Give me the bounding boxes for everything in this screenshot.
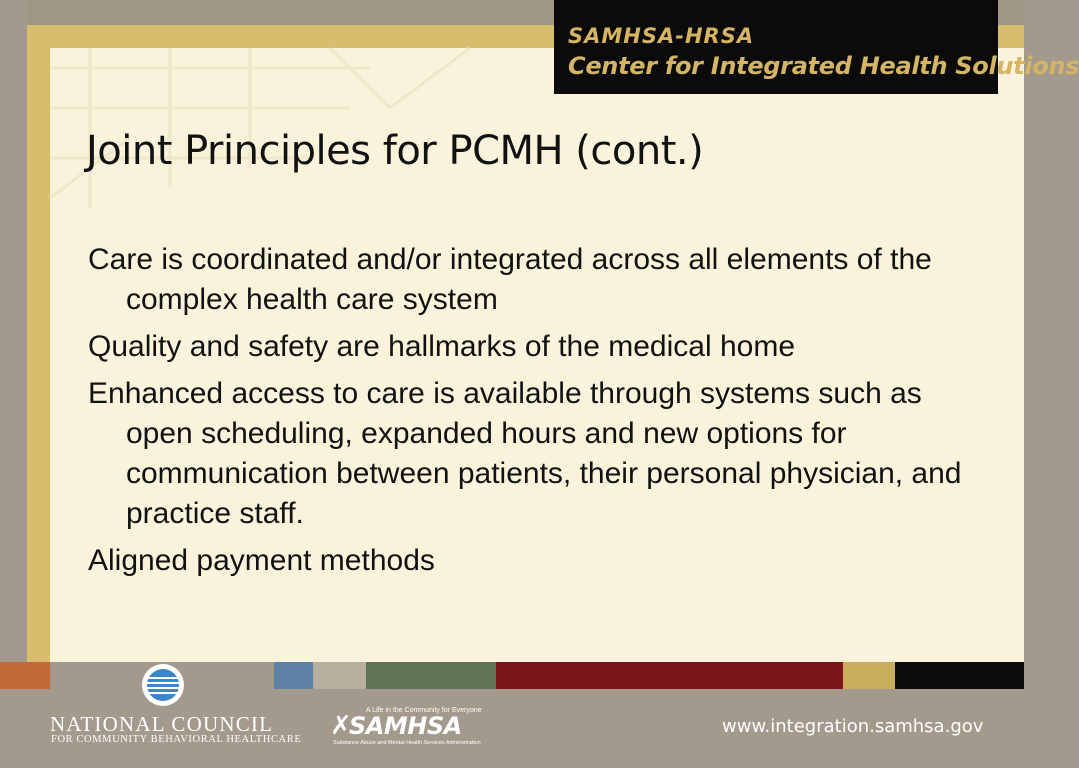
bullet-list — [88, 240, 988, 588]
header-line-1: SAMHSA-HRSA — [568, 24, 755, 48]
samhsa-subtitle: Substance Abuse and Mental Health Services Administration — [333, 740, 481, 746]
stripe-blue — [274, 662, 313, 689]
bullet-item: Care is coordinated and/or integrated across all elements of the complex health care system — [88, 243, 932, 316]
stripe-orange — [0, 662, 50, 689]
stripe-gold — [843, 662, 895, 689]
national-council-subtitle: FOR COMMUNITY BEHAVIORAL HEALTHCARE — [51, 734, 302, 745]
header-line-2: Center for Integrated Health Solutions — [568, 52, 1079, 80]
bullet-item: Enhanced access to care is available through systems such as open scheduling, expanded hours and new options for communication between patients, their personal physician, and practice staff. — [88, 377, 962, 530]
bullet-item: Aligned payment methods — [88, 544, 435, 577]
samhsa-figure-icon: ✗ — [330, 711, 352, 741]
samhsa-tagline: A Life in the Community for Everyone — [366, 707, 482, 714]
frame-left — [0, 0, 27, 662]
slide-title: Joint Principles for PCMH (cont.) — [86, 128, 704, 174]
national-council-name: NATIONAL COUNCIL — [50, 712, 274, 736]
national-council-logo-icon — [142, 664, 184, 706]
samhsa-logo-text: SAMHSA — [349, 712, 462, 740]
stripe-tan — [313, 662, 366, 689]
header-banner — [554, 0, 1079, 94]
stripe-black — [895, 662, 1024, 689]
stripe-red — [496, 662, 843, 689]
stripe-green — [366, 662, 496, 689]
footer-url: www.integration.samhsa.gov — [722, 716, 984, 737]
bullet-item: Quality and safety are hallmarks of the medical home — [88, 330, 796, 363]
